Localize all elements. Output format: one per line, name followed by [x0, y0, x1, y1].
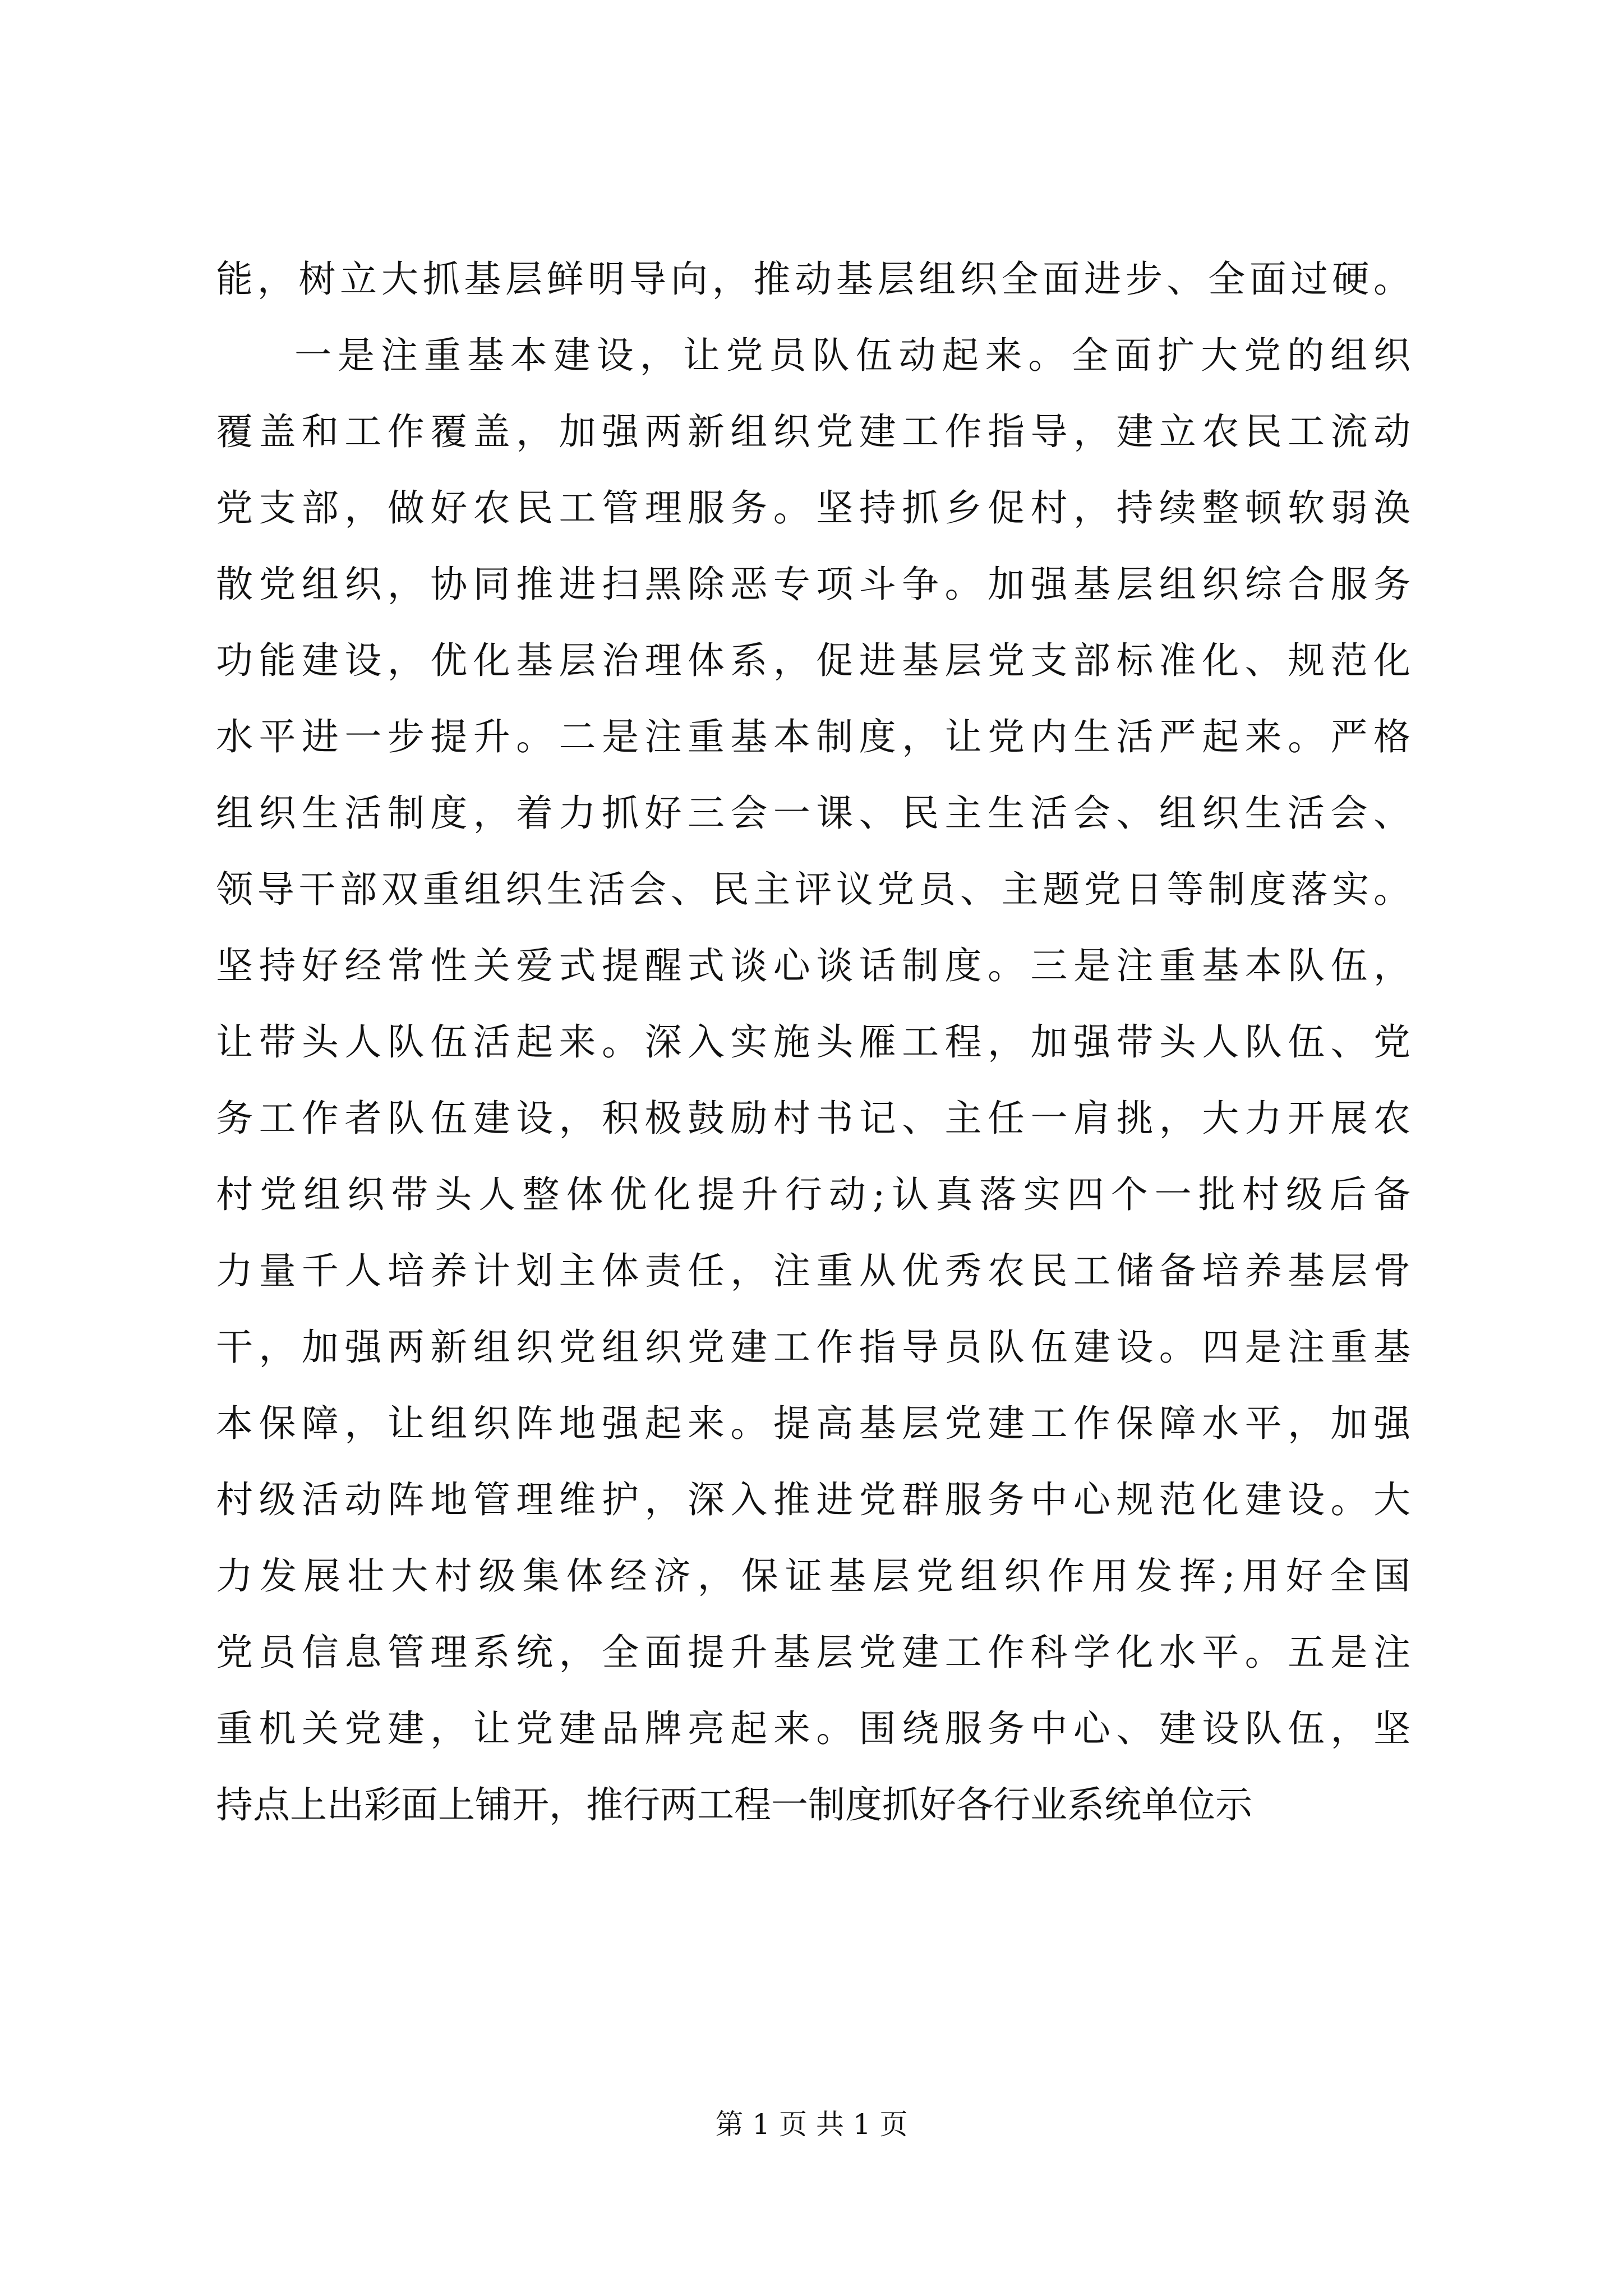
text-line: 一是注重基本建设，让党员队伍动起来。全面扩大党的组织: [294, 334, 1410, 377]
text-line: 村党组织带头人整体优化提升行动;认真落实四个一批村级后备: [216, 1173, 1410, 1216]
text-line: 功能建设，优化基层治理体系，促进基层党支部标准化、规范化: [216, 639, 1410, 682]
text-line: 坚持好经常性关爱式提醒式谈心谈话制度。三是注重基本队伍，: [216, 944, 1410, 987]
text-line: 持点上出彩面上铺开，推行两工程一制度抓好各行业系统单位示: [216, 1783, 1252, 1826]
text-line: 覆盖和工作覆盖，加强两新组织党建工作指导，建立农民工流动: [216, 410, 1410, 453]
text-line: 能，树立大抓基层鲜明导向，推动基层组织全面进步、全面过硬。: [216, 257, 1410, 301]
text-line: 组织生活制度，着力抓好三会一课、民主生活会、组织生活会、: [216, 792, 1410, 835]
text-line: 领导干部双重组织生活会、民主评议党员、主题党日等制度落实。: [216, 868, 1410, 911]
text-line: 干，加强两新组织党组织党建工作指导员队伍建设。四是注重基: [216, 1326, 1410, 1369]
text-line: 本保障，让组织阵地强起来。提高基层党建工作保障水平，加强: [216, 1402, 1410, 1445]
body-text: [216, 241, 1410, 1843]
text-line: 水平进一步提升。二是注重基本制度，让党内生活严起来。严格: [216, 715, 1410, 758]
text-line: 力发展壮大村级集体经济，保证基层党组织作用发挥;用好全国: [216, 1554, 1410, 1598]
text-line: 散党组织，协同推进扫黑除恶专项斗争。加强基层组织综合服务: [216, 563, 1410, 606]
text-line: 力量千人培养计划主体责任，注重从优秀农民工储备培养基层骨: [216, 1249, 1410, 1292]
text-line: 务工作者队伍建设，积极鼓励村书记、主任一肩挑，大力开展农: [216, 1097, 1410, 1140]
text-line: 党员信息管理系统，全面提升基层党建工作科学化水平。五是注: [216, 1631, 1410, 1674]
page-footer: 第 1 页 共 1 页: [715, 2108, 908, 2141]
text-line: 村级活动阵地管理维护，深入推进党群服务中心规范化建设。大: [216, 1478, 1410, 1521]
text-line: 让带头人队伍活起来。深入实施头雁工程，加强带头人队伍、党: [216, 1020, 1410, 1064]
text-line: 党支部，做好农民工管理服务。坚持抓乡促村，持续整顿软弱涣: [216, 486, 1410, 530]
text-line: 重机关党建，让党建品牌亮起来。围绕服务中心、建设队伍，坚: [216, 1707, 1410, 1750]
